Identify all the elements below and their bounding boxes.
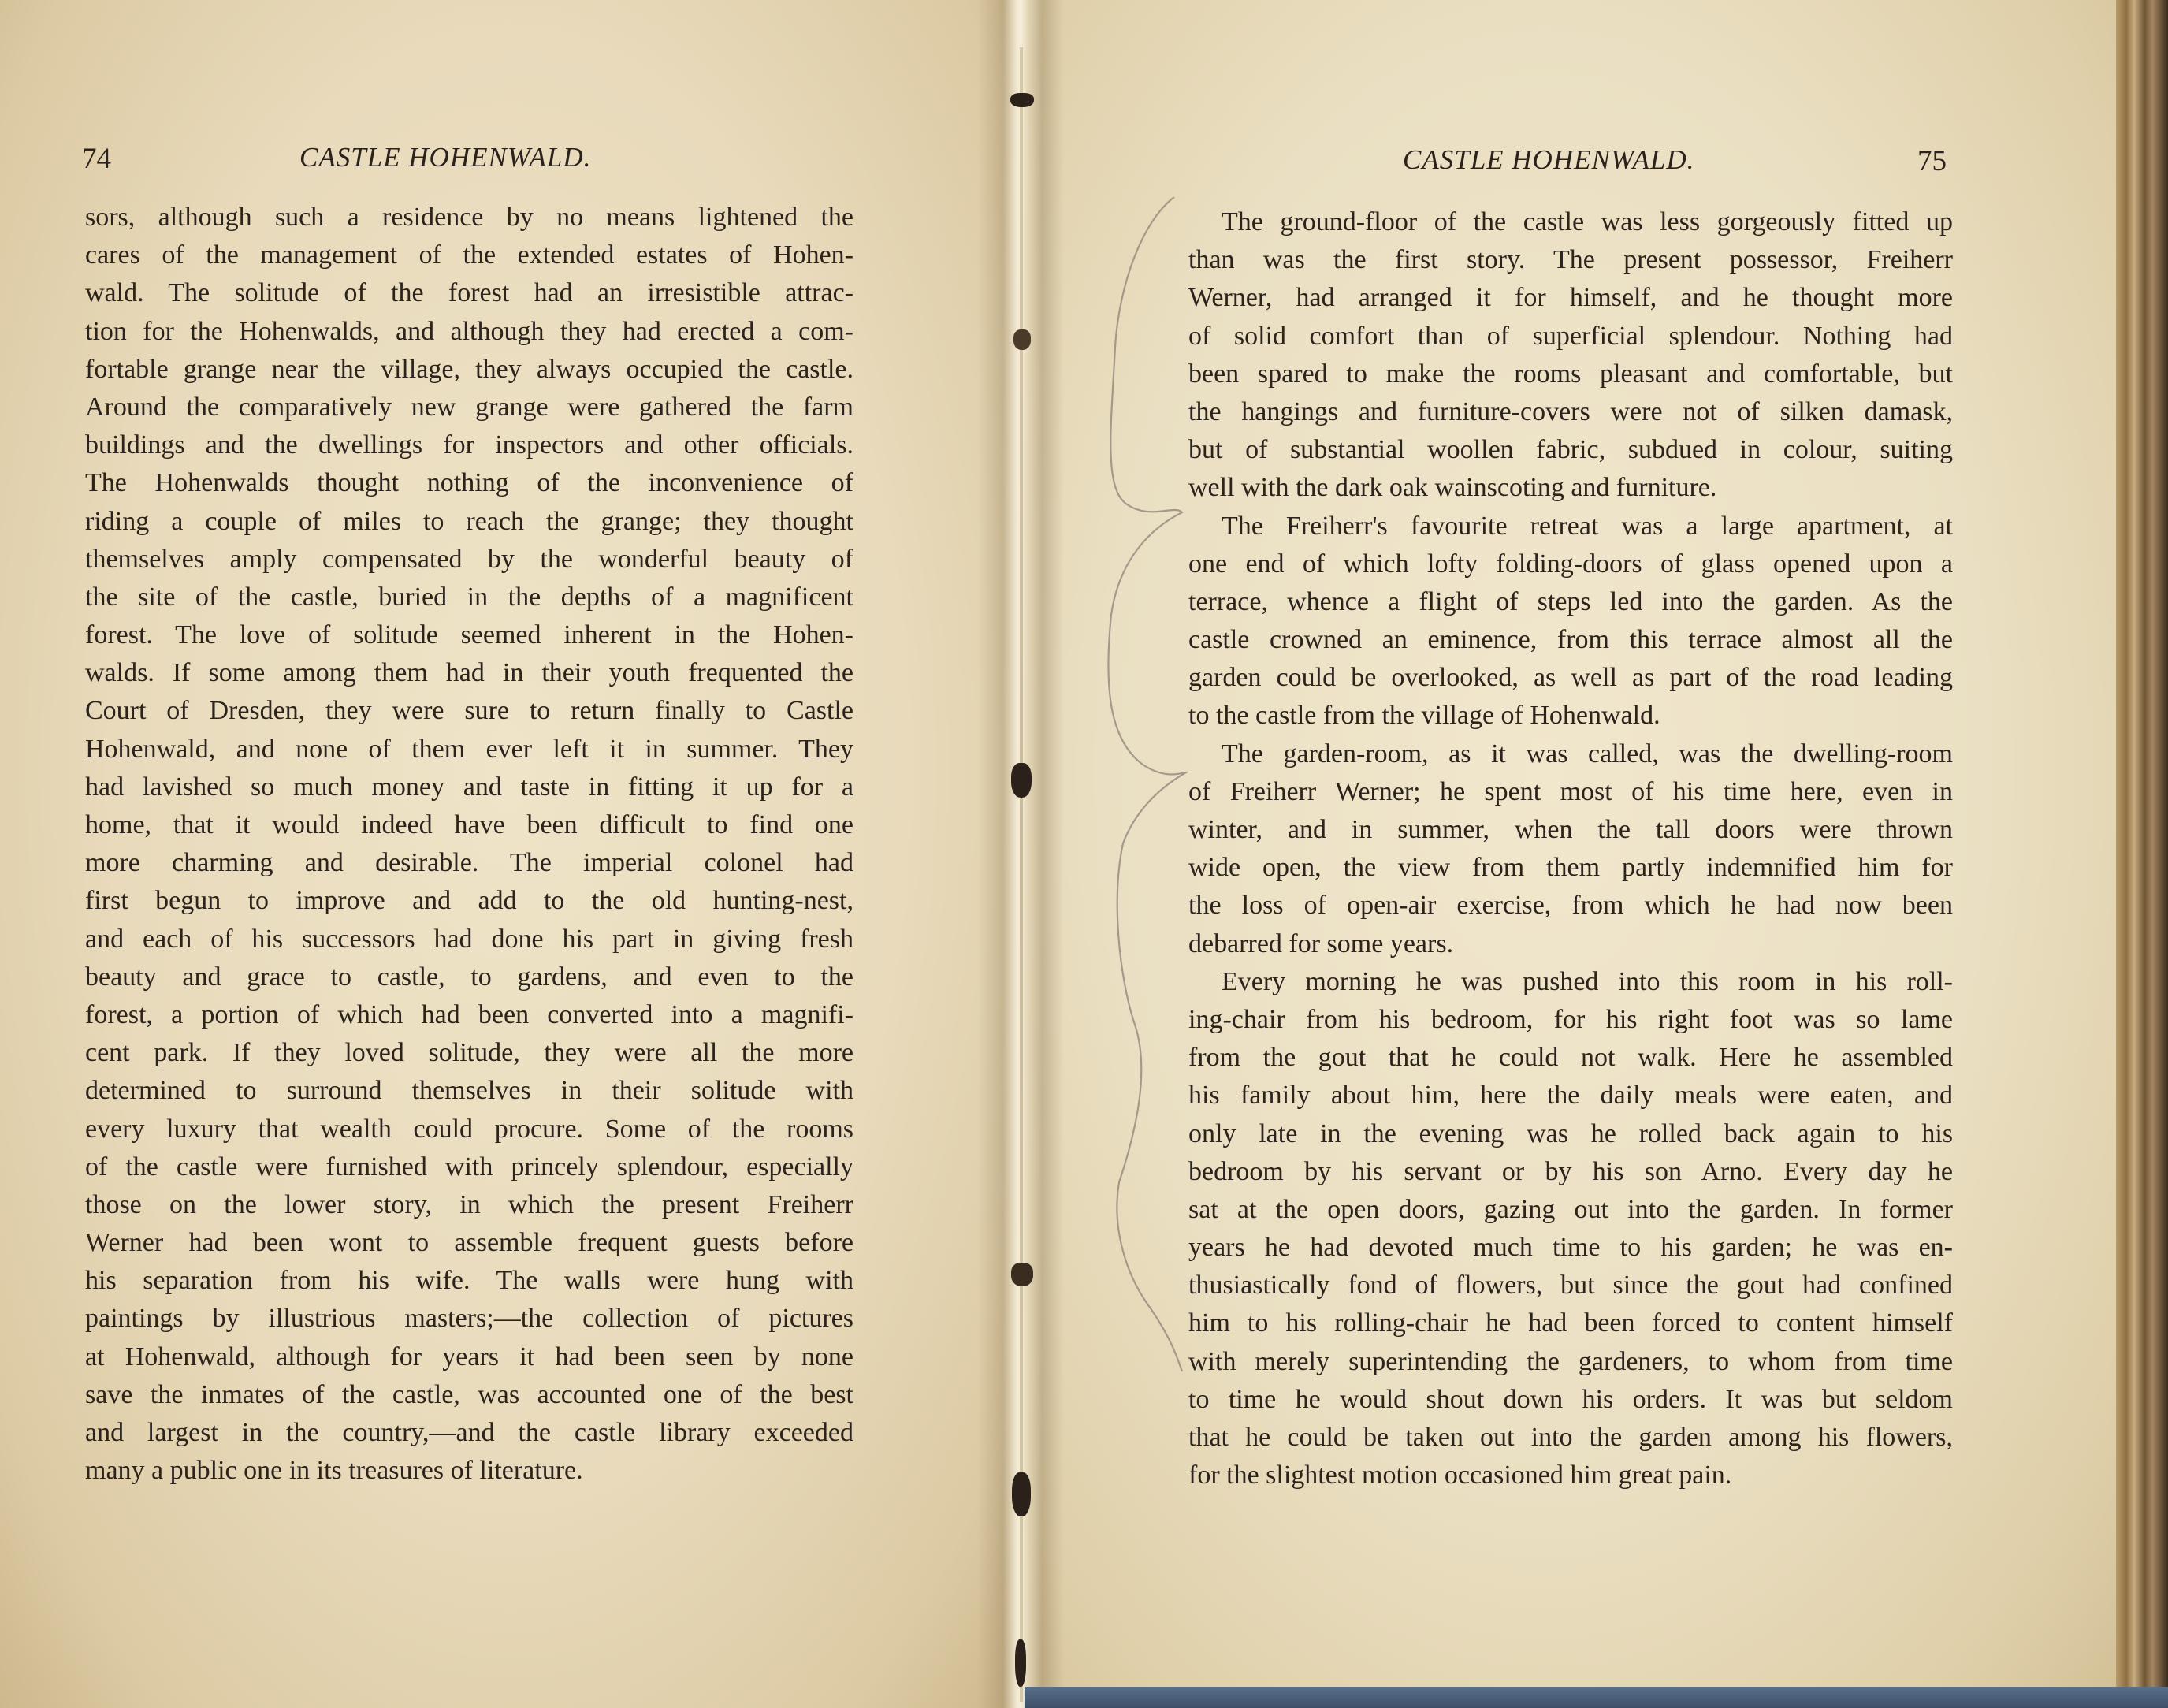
binding-stitch <box>1011 1263 1033 1286</box>
text-line: castle crowned an eminence, from this terrace almost all the <box>1188 625 1953 655</box>
page-number-right: 75 <box>1917 145 1947 177</box>
left-page <box>0 0 1017 1708</box>
text-line: than was the first story. The present possessor, Freiherr <box>1188 245 1953 275</box>
text-line: been spared to make the rooms pleasant and comfortable, but <box>1188 359 1953 389</box>
text-line: Werner had been wont to assemble frequent guests before <box>85 1228 853 1258</box>
text-line: sors, although such a residence by no means lightened the <box>85 203 853 232</box>
book-page-edges <box>2116 0 2168 1708</box>
text-line: The Freiherr's favourite retreat was a large apartment, at <box>1222 511 1953 541</box>
text-line: at Hohenwald, although for years it had been seen by none <box>85 1341 853 1371</box>
text-line: Werner, had arranged it for himself, and he thought more <box>1188 283 1953 313</box>
binding-stitch <box>1010 93 1034 107</box>
pencil-bracket-curve <box>1108 197 1186 1371</box>
text-line: Court of Dresden, they were sure to return finally to Castle <box>85 696 853 726</box>
text-line: debarred for some years. <box>1188 928 1454 958</box>
page-number-left: 74 <box>82 143 111 175</box>
text-line: that he could be taken out into the garden among his flowers, <box>1188 1423 1953 1452</box>
binding-stitch <box>1012 1472 1031 1516</box>
binding-stitch <box>1015 1639 1026 1687</box>
running-head-left: CASTLE HOHENWALD. <box>299 142 592 173</box>
text-line: and each of his successors had done his part in giving fresh <box>85 924 853 954</box>
text-line: his family about him, here the daily meals were eaten, and <box>1188 1081 1953 1111</box>
text-line: every luxury that wealth could procure. Some of the rooms <box>85 1114 853 1144</box>
text-line: The Hohenwalds thought nothing of the inconvenience of <box>85 468 853 498</box>
text-line: and largest in the country,—and the castle library exceeded <box>85 1418 853 1447</box>
text-line: sat at the open doors, gazing out into the garden. In former <box>1188 1194 1953 1224</box>
text-line: forest. The love of solitude seemed inherent in the Hohen- <box>85 620 853 650</box>
text-line: bedroom by his servant or by his son Arno. Every day he <box>1188 1156 1953 1186</box>
text-line: him to his rolling-chair he had been forced to content himself <box>1188 1308 1953 1338</box>
text-line: years he had devoted much time to his garden; he was en- <box>1188 1233 1953 1263</box>
text-line: his separation from his wife. The walls were hung with <box>85 1266 853 1296</box>
pencil-bracket-marks <box>1056 189 1198 1529</box>
text-line: only late in the evening was he rolled back again to his <box>1188 1118 1953 1148</box>
text-line: those on the lower story, in which the present Freiherr <box>85 1189 853 1219</box>
text-line: for the slightest motion occasioned him great pain. <box>1188 1461 1732 1490</box>
text-line: cares of the management of the extended estates of Hohen- <box>85 240 853 270</box>
text-line: many a public one in its treasures of literature. <box>85 1456 583 1486</box>
text-line: cent park. If they loved solitude, they were all the more <box>85 1038 853 1068</box>
text-line: paintings by illustrious masters;—the collection of pictures <box>85 1304 853 1334</box>
text-line: walds. If some among them had in their youth frequented the <box>85 658 853 688</box>
text-line: home, that it would indeed have been difficult to find one <box>85 810 853 839</box>
text-line: wide open, the view from them partly indemnified him for <box>1188 853 1953 883</box>
text-line: fortable grange near the village, they always occupied the castle. <box>85 354 853 384</box>
left-page-text <box>85 199 853 1490</box>
text-line: The ground-floor of the castle was less gorgeously fitted up <box>1222 207 1953 236</box>
text-line: of the castle were furnished with princely splendour, especially <box>85 1152 853 1181</box>
text-line: wald. The solitude of the forest had an irresistible attrac- <box>85 278 853 308</box>
text-line: one end of which lofty folding-doors of glass opened upon a <box>1188 549 1953 579</box>
text-line: of Freiherr Werner; he spent most of his time here, even in <box>1188 776 1953 806</box>
text-line: Hohenwald, and none of them ever left it in summer. They <box>85 734 853 764</box>
text-line: The garden-room, as it was called, was the dwelling-room <box>1222 739 1953 768</box>
text-line: beauty and grace to castle, to gardens, and even to the <box>85 962 853 992</box>
text-line: to time he would shout down his orders. It was but seldom <box>1188 1384 1953 1414</box>
text-line: from the gout that he could not walk. Here he assembled <box>1188 1043 1953 1073</box>
text-line: themselves amply compensated by the wonderful beauty of <box>85 544 853 574</box>
text-line: determined to surround themselves in their solitude with <box>85 1076 853 1106</box>
right-page-text <box>1188 203 1953 1494</box>
text-line: with merely superintending the gardeners, to whom from time <box>1188 1346 1953 1376</box>
text-line: the site of the castle, buried in the depths of a magnificent <box>85 582 853 612</box>
text-line: of solid comfort than of superficial splendour. Nothing had <box>1188 321 1953 351</box>
spine-crease <box>1020 47 1023 1702</box>
text-line: the hangings and furniture-covers were not of silken damask, <box>1188 396 1953 426</box>
text-line: tion for the Hohenwalds, and although they had erected a com- <box>85 316 853 346</box>
text-line: had lavished so much money and taste in fitting it up for a <box>85 772 853 802</box>
text-line: thusiastically fond of flowers, but since the gout had confined <box>1188 1271 1953 1301</box>
text-line: well with the dark oak wainscoting and furniture. <box>1188 473 1717 503</box>
text-line: ing-chair from his bedroom, for his right foot was so lame <box>1188 1004 1953 1034</box>
running-head-right: CASTLE HOHENWALD. <box>1403 144 1695 175</box>
text-line: but of substantial woollen fabric, subdued in colour, suiting <box>1188 435 1953 465</box>
text-line: save the inmates of the castle, was accounted one of the best <box>85 1379 853 1409</box>
text-line: buildings and the dwellings for inspectors and other officials. <box>85 430 853 460</box>
text-line: the loss of open-air exercise, from which he had now been <box>1188 891 1953 921</box>
text-line: Every morning he was pushed into this room in his roll- <box>1222 966 1953 996</box>
text-line: to the castle from the village of Hohenwald. <box>1188 701 1660 731</box>
binding-stitch <box>1013 329 1031 350</box>
text-line: riding a couple of miles to reach the grange; they thought <box>85 506 853 536</box>
text-line: forest, a portion of which had been converted into a magnifi- <box>85 999 853 1029</box>
text-line: Around the comparatively new grange were gathered the farm <box>85 392 853 422</box>
binding-stitch <box>1011 763 1032 798</box>
book-cover-edge <box>1025 1687 2168 1708</box>
text-line: first begun to improve and add to the old hunting-nest, <box>85 886 853 916</box>
text-line: garden could be overlooked, as well as part of the road leading <box>1188 663 1953 693</box>
text-line: terrace, whence a flight of steps led into the garden. As the <box>1188 586 1953 616</box>
text-line: winter, and in summer, when the tall doors were thrown <box>1188 815 1953 844</box>
text-line: more charming and desirable. The imperial colonel had <box>85 848 853 878</box>
